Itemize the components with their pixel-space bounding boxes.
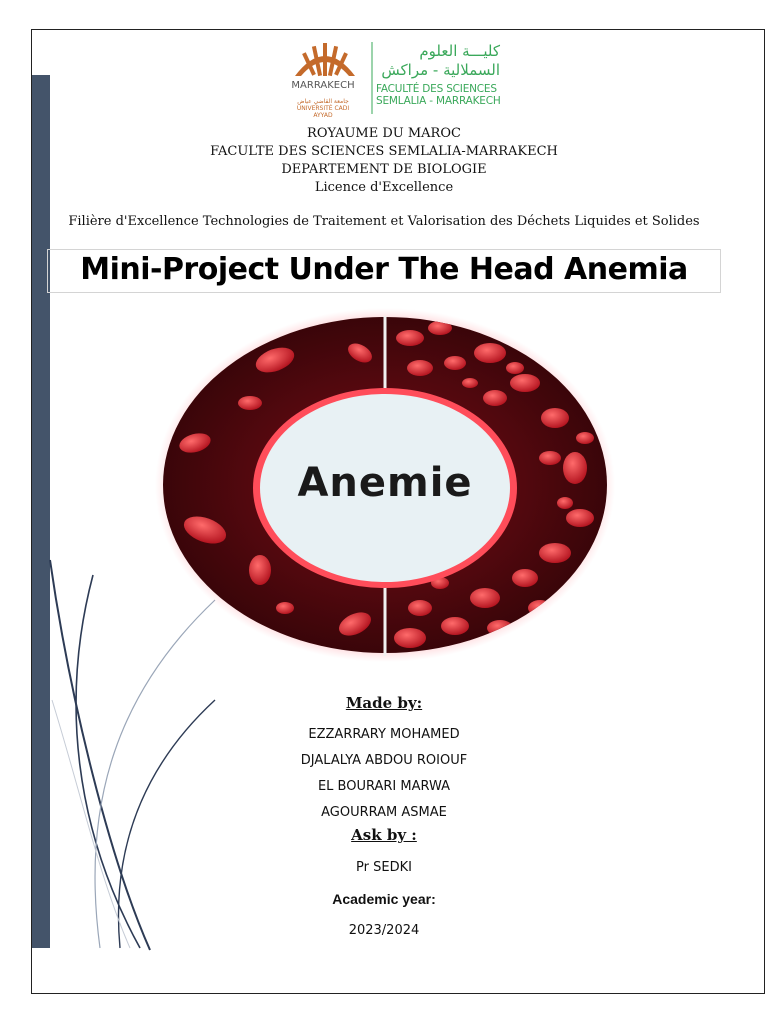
header-line: FACULTE DES SCIENCES SEMLALIA-MARRAKECH — [210, 144, 558, 159]
ask-by-heading: Ask by : — [351, 826, 417, 844]
author-name: EL BOURARI MARWA — [317, 779, 451, 794]
logo-french-text: FACULTÉ DES SCIENCES SEMLALIA - MARRAKECH — [376, 83, 501, 107]
header-line: DEPARTEMENT DE BIOLOGIE — [281, 162, 487, 177]
institution-header — [0, 125, 768, 197]
header-line: Licence d'Excellence — [314, 180, 454, 195]
academic-year-label: Academic year: — [332, 891, 436, 907]
author-list — [0, 722, 768, 826]
author-name: AGOURRAM ASMAE — [321, 805, 447, 820]
program-name: Filière d'Excellence Technologies de Traitement et Valorisation des Déchets Liquides et Solides — [68, 214, 700, 229]
academic-year: 2023/2024 — [348, 923, 420, 938]
illustration-label: Anemie — [297, 460, 473, 506]
header-line: ROYAUME DU MAROC — [307, 126, 461, 141]
logo-city: MARRAKECH — [291, 80, 355, 91]
supervisor-name: Pr SEDKI — [356, 860, 412, 875]
logo-university: جامعة القاضي عياض UNIVERSITÉ CADI AYYAD — [296, 98, 350, 119]
logo-arabic-text: كليـــة العلوم السملالية - مراكش — [381, 42, 500, 79]
author-name: EZZARRARY MOHAMED — [308, 727, 460, 742]
author-name: DJALALYA ABDOU ROIOUF — [300, 753, 468, 768]
page-title: Mini-Project Under The Head Anemia — [80, 252, 688, 287]
made-by-heading: Made by: — [345, 694, 423, 712]
